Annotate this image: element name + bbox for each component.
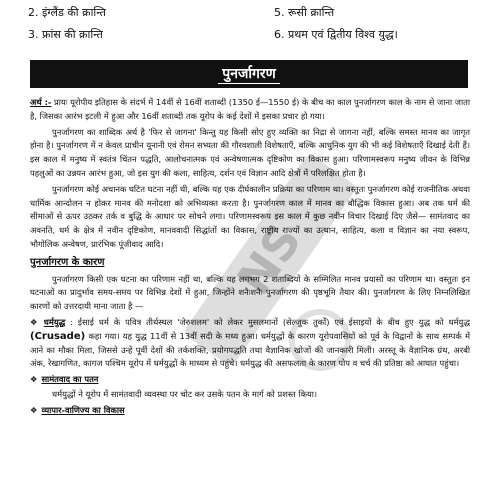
bullet-feudalism [30,373,470,387]
bullet-text: : ईसाई धर्म के पवित्र तीर्थस्थल 'जेरुशलम' को लेकर मुसलमानों (सेल्जुक तुर्कों) एवं ईसाइयों के बीच हुए युद्ध को धर्मयुद्ध [65,316,470,327]
diamond-bullet-icon: ❖ [30,404,38,415]
bullet-heading: धर्मयुद्ध [43,316,66,327]
feudalism-paragraph: धर्मयुद्धों ने यूरोप में सामंतवादी व्यवस्था पर चोट कर उसके पतन के मार्ग को प्रशस्त किया। [52,388,318,399]
bullet-heading: सामंतवाद का पतन [41,374,99,385]
chapter-title: पुनर्जागरण [218,65,279,84]
bullet-heading: व्यापार-वाणिज्य का विकास [41,404,125,415]
list-item: 5. रूसी क्रान्ति [274,6,335,19]
previous-topic-list [28,2,478,46]
meaning-label: अर्थ :- [30,97,52,107]
causes-intro-paragraph: पुनर्जागरण किसी एक घटना का परिणाम नहीं था, बल्कि यह लगभग 2 शताब्दियों के सम्मिलित मानव प्रयासों का परिणाम था। वस्तुतः इन घटनाओं का प्रादुर्भाव समय-समय पर विभिन्न देशों में हुआ, जिन्होंने शनैःशनैः पुनर्जागरण की पृष्ठभूमि तैयार की। पुनर्जागरण के लिए निम्नलिखित कारणों को उत्तरदायी माना जाता है — [30,273,470,312]
bullet-trade [30,404,470,418]
chapter-body [30,96,470,419]
list-item: 2. इंग्लैंड की क्रान्ति [28,6,106,19]
latin-term: (Crusade) [30,330,86,342]
paragraph: पुनर्जागरण कोई अचानक घटित घटना नहीं थी, बल्कि यह एक दीर्घकालीन प्रक्रिया का परिणाम था। वस्तुतः पुनर्जागरण कोई राजनीतिक अथवा धार्मिक आन्दोलन न होकर मानव की मनोदशा को अभिव्यक्त करता है। पुनर्जागरण काल में मानव का बौद्धिक विकास हुआ। अब तक धर्म की सीमाओं से ऊपर उठकर तर्क व बुद्धि के आधार पर सोचने लगा। परिणामस्वरूप इस काल में कुछ नवीन विचार दिखाई दिए जैसे— सामंतवाद का अवनति, धर्म के क्षेत्र में नवीन दृष्टिकोण, मानववादी सिद्धांतों का विकास, राष्ट्रीय राज्यों का उत्थान, साहित्य, कला व विज्ञान का नया स्वरूप, भौगोलिक अन्वेषण, प्रारंभिक पूंजीवाद आदि। [30,183,470,249]
section-heading-causes: पुनर्जागरण के कारण [30,256,105,268]
intro-text: प्रायः यूरोपीय इतिहास के संदर्भ में 14वीं से 16वीं शताब्दी (1350 ई—1550 ई) के बीच का काल पुनर्जागरण काल के नाम से जाना जाता है, जिसका आरंभ इटली में हुआ और 16वीं शताब्दी तक यूरोप के कई देशों में इसका प्रचार हो गया। [30,97,470,121]
intro-paragraph [30,96,470,124]
bullet-crusades [30,316,470,371]
list-item: 6. प्रथम एवं द्वितीय विश्व युद्ध। [274,28,398,41]
bullet-text: कहा गया। यह युद्ध 11वीं से 13वीं सदी के मध्य हुआ। धर्मयुद्धों के कारण यूरोपवासियों को पूर्व के विद्वानों के साथ सम्पर्क में आने का मौका मिला, जिससे उन्हें पूर्वी देशों की तर्कशक्ति, प्रयोगपद्धति तथा वैज्ञानिक खोजों की जानकारी मिली। अरस्तू के वैज्ञानिक ग्रंथ, अरबी अंक, रेखागणित, कागज पश्चिम यूरोप में धर्मयुद्धों के माध्यम से पहुंचे। धर्मयुद्ध की असफलता के कारण पोप व चर्च की प्रतिष्ठा को आघात पहुंचा। [30,330,470,369]
paragraph: पुनर्जागरण का शाब्दिक अर्थ है 'फिर से जागना' किन्तु यह किसी सोए हुए व्यक्ति का निद्रा से जागना नहीं, बल्कि समस्त मानव का जागृत होना है। पुनर्जागरण में न केवल प्राचीन यूनानी एवं रोमन सभ्यता की गौरवशाली विशेषताएँ, बल्कि आधुनिक युग की भी कई विशेषताएँ दिखाई देती हैं। इस काल में मनुष्य में स्वतंत्र चिंतन पद्धति, आलोचनात्मक एवं अन्वेषणात्मक दृष्टिकोण का विकास हुआ। परिणामस्वरूप मनुष्य जीवन के विभिन्न पहलुओं का उन्नयन आरंभ हुआ, जो इस युग की कला, साहित्य, दर्शन एवं विज्ञान आदि क्षेत्रों में परिलक्षित होता है। [30,126,470,178]
watermark-text: NS [226,214,312,305]
list-item: 3. फ्रांस की क्रान्ति [28,28,103,41]
diamond-bullet-icon: ❖ [30,374,38,385]
chapter-banner [30,60,468,88]
list-row [28,24,478,46]
list-row [28,2,478,24]
diamond-bullet-icon: ❖ [30,316,40,327]
